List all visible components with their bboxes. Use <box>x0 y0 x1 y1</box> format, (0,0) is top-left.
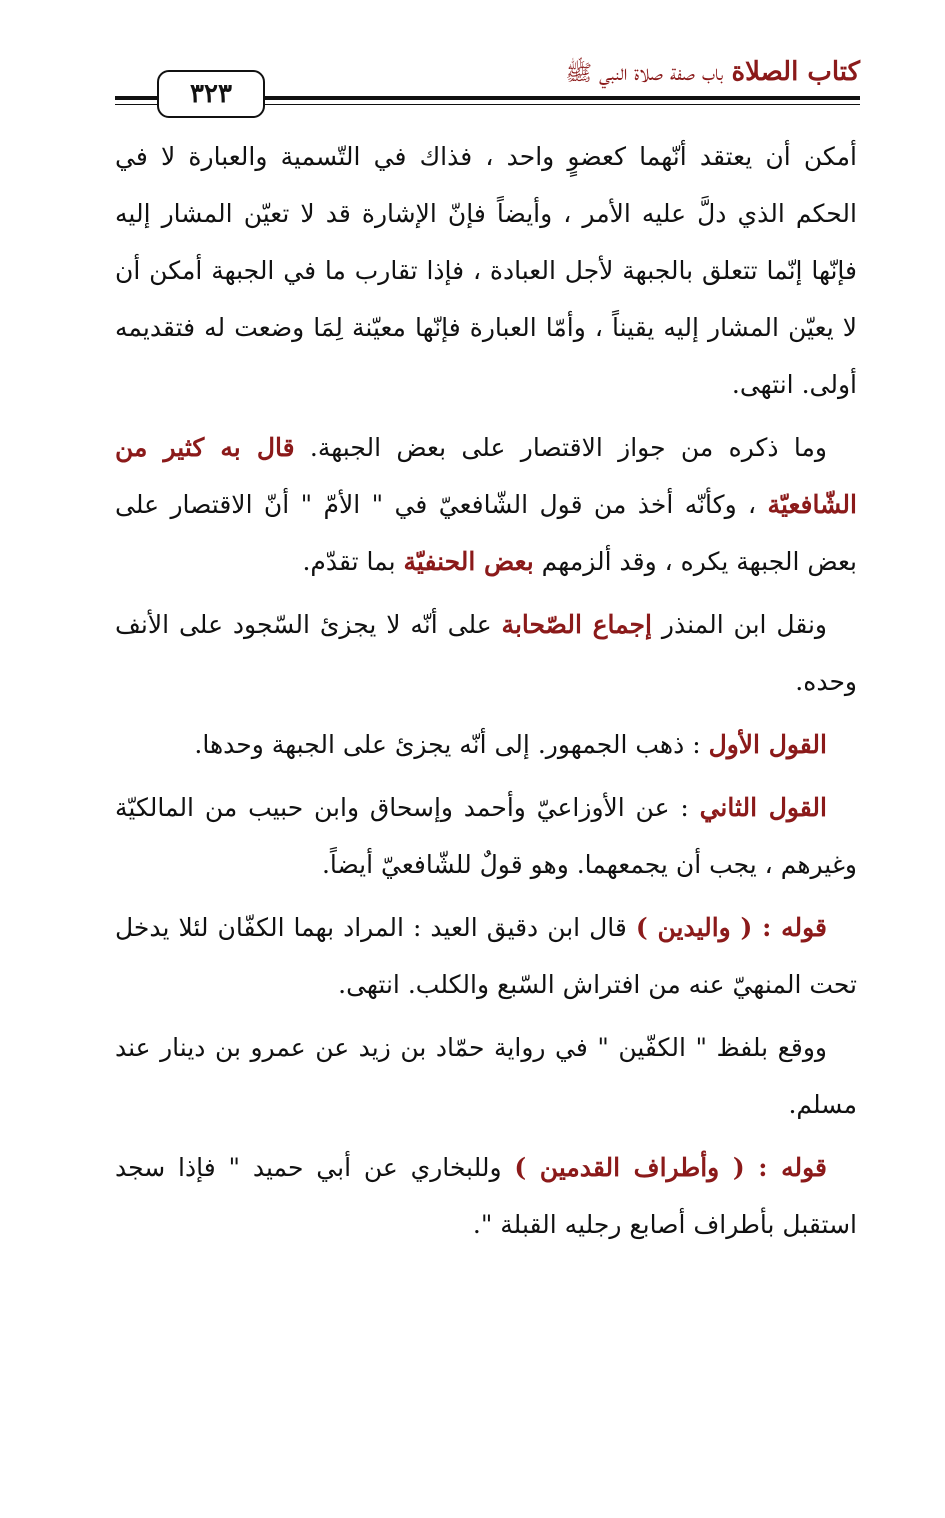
paragraph <box>115 128 857 413</box>
highlighted-phrase: بعض الحنفيّة <box>403 547 534 576</box>
paragraph <box>115 1019 857 1133</box>
highlighted-phrase: القول الأول <box>708 730 827 759</box>
text-segment: أمكن أن يعتقد أنّهما كعضوٍ واحد ، فذاك في التّسمية والعبارة لا في الحكم الذي دلَّ عليه الأمر ، وأيضاً فإنّ الإشارة قد لا تعيّن المشار إليه فإنّها إنّما تتعلق بالجبهة لأجل العبادة ، فإذا تقارب ما في الجبهة أمكن أن لا يعيّن المشار إليه يقيناً ، وأمّا العبارة فإنّها معيّنة لِمَا وضعت له فتقديمه أولى. انتهى. <box>115 142 857 399</box>
page-number: ٣٢٣ <box>157 70 265 118</box>
text-segment: على أنّه لا يجزئ السّجود على الأنف وحده. <box>115 610 857 696</box>
highlighted-phrase: إجماع الصّحابة <box>501 610 652 639</box>
page-header <box>115 52 860 109</box>
paragraph <box>115 1139 857 1253</box>
paragraph <box>115 899 857 1013</box>
paragraph <box>115 419 857 590</box>
highlighted-phrase: القول الثاني <box>699 793 827 822</box>
chapter-title: باب صفة صلاة النبي ﷺ <box>565 61 724 86</box>
paragraph <box>115 596 857 710</box>
text-segment: وللبخاري عن أبي حميد " فإذا سجد استقبل بأطراف أصابع رجليه القبلة ". <box>115 1153 857 1239</box>
paragraph <box>115 779 857 893</box>
highlighted-phrase: قوله : ( وأطراف القدمين ) <box>514 1153 827 1182</box>
page-body <box>115 128 857 1259</box>
highlighted-phrase: قال به كثير من الشّافعيّة <box>115 433 857 519</box>
text-segment: قال ابن دقيق العيد : المراد بهما الكفّان لئلا يدخل تحت المنهيّ عنه من افتراش السّبع والكلب. انتهى. <box>115 913 857 999</box>
paragraph <box>115 716 857 773</box>
highlighted-phrase: قوله : ( واليدين ) <box>635 913 827 942</box>
running-title <box>565 52 860 94</box>
text-segment: ونقل ابن المنذر <box>651 610 827 639</box>
text-segment: ووقع بلفظ " الكفّين " في رواية حمّاد بن زيد عن عمرو بن دينار عند مسلم. <box>115 1033 857 1119</box>
text-segment: : ذهب الجمهور. إلى أنّه يجزئ على الجبهة وحدها. <box>194 730 709 759</box>
text-segment: وما ذكره من جواز الاقتصار على بعض الجبهة. <box>294 433 827 462</box>
book-title: كتاب الصلاة <box>731 57 860 87</box>
text-segment: بما تقدّم. <box>302 547 404 576</box>
text-segment: : عن الأوزاعيّ وأحمد وإسحاق وابن حبيب من المالكيّة وغيرهم ، يجب أن يجمعهما. وهو قولٌ للشّافعيّ أيضاً. <box>115 793 857 879</box>
text-segment: ، وكأنّه أخذ من قول الشّافعيّ في " الأمّ " أنّ الاقتصار على بعض الجبهة يكره ، وقد ألزمهم <box>115 490 857 576</box>
